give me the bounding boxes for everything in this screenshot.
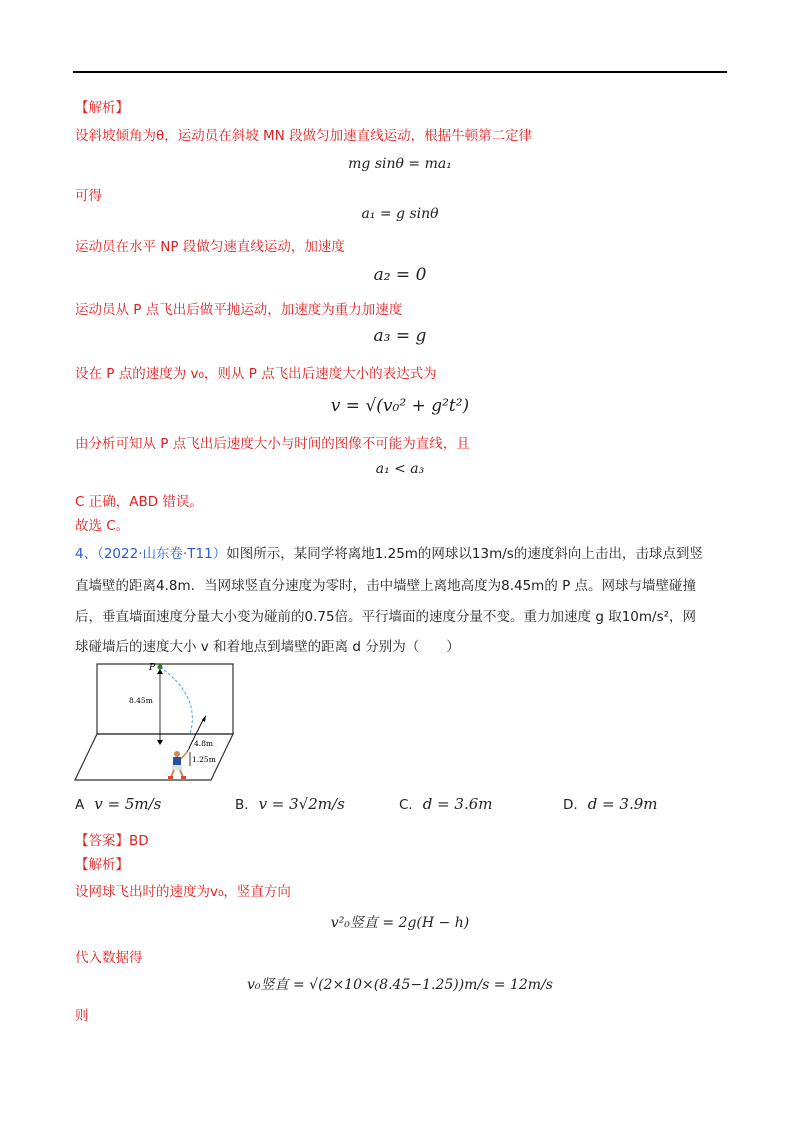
equation-vertical: v²₀竖直 = 2g(H − h) bbox=[330, 915, 470, 931]
equation-numeric: v₀竖直 = √(2×10×(8.45−1.25))m/s = 12m/s bbox=[247, 977, 553, 993]
tennis-wall-figure bbox=[73, 656, 248, 784]
question-line-3: 后，垂直墙面速度分量大小变为碰前的0.75倍。平行墙面的速度分量不变。重力加速度 g 取10m/s²，网 bbox=[75, 609, 697, 625]
question-line-2: 直墙壁的距离4.8m．当网球竖直分速度为零时，击中墙壁上离地高度为8.45m的 P 点。网球与墙壁碰撞 bbox=[75, 578, 697, 594]
analysis-text-line: 设斜坡倾角为θ，运动员在斜坡 MN 段做匀加速直线运动，根据牛顿第二定律 bbox=[75, 128, 533, 144]
choice-d[interactable]: D. d = 3.9m bbox=[563, 795, 658, 813]
analysis-text-line: 由分析可知从 P 点飞出后速度大小与时间的图像不可能为直线，且 bbox=[75, 436, 470, 452]
distance-label: 4.8m bbox=[194, 739, 214, 748]
ball-trajectory bbox=[160, 667, 192, 734]
equation-speed: v = √(v₀² + g²t²) bbox=[330, 396, 470, 416]
equation-a2: a₂ = 0 bbox=[373, 265, 427, 285]
equation-newton: mg sinθ = ma₁ bbox=[348, 156, 452, 172]
analysis-text-line: 代入数据得 bbox=[75, 950, 143, 966]
analysis-text-line: 可得 bbox=[75, 188, 102, 204]
question-line-4: 球碰墙后的速度大小 v 和着地点到墙壁的距离 d 分别为（ ） bbox=[75, 639, 460, 655]
point-p-label: P bbox=[149, 663, 156, 673]
wall-outline bbox=[97, 664, 233, 734]
question-source: （2022·山东卷·T11） bbox=[97, 546, 227, 562]
choice-c[interactable]: C. d = 3.6m bbox=[399, 795, 493, 813]
hit-height-label: 1.25m bbox=[192, 755, 216, 764]
question-line-1 bbox=[75, 542, 703, 562]
choice-a[interactable]: A v = 5m/s bbox=[75, 795, 162, 813]
point-p-marker bbox=[158, 665, 163, 670]
analysis-label-2: 【解析】 bbox=[75, 857, 129, 873]
header-rule bbox=[73, 71, 727, 73]
analysis-text-line: 则 bbox=[75, 1008, 89, 1024]
analysis-text-line: 设网球飞出时的速度为v₀，竖直方向 bbox=[75, 884, 291, 900]
choice-b[interactable]: B. v = 3√2m/s bbox=[235, 795, 345, 813]
answer-line: 【答案】BD bbox=[75, 833, 149, 849]
equation-a1: a₁ = g sinθ bbox=[361, 206, 439, 222]
conclusion-line: C 正确，ABD 错误。 bbox=[75, 494, 203, 510]
analysis-text-line: 运动员从 P 点飞出后做平抛运动，加速度为重力加速度 bbox=[75, 302, 403, 318]
analysis-text-line: 设在 P 点的速度为 v₀，则从 P 点飞出后速度大小的表达式为 bbox=[75, 366, 437, 382]
height-arrow-top bbox=[157, 669, 163, 674]
question-text-1: 如图所示，某同学将离地1.25m的网球以13m/s的速度斜向上击出，击球点到竖 bbox=[226, 546, 703, 562]
analysis-text-line: 运动员在水平 NP 段做匀速直线运动，加速度 bbox=[75, 239, 345, 255]
height-arrow-bottom bbox=[157, 740, 163, 745]
height-label: 8.45m bbox=[129, 696, 153, 705]
player-figure bbox=[168, 747, 190, 779]
choose-line: 故选 C。 bbox=[75, 518, 130, 534]
question-number: 4、 bbox=[75, 546, 98, 562]
analysis-label: 【解析】 bbox=[75, 100, 129, 116]
equation-a3: a₃ = g bbox=[373, 326, 427, 346]
equation-compare: a₁ < a₃ bbox=[375, 461, 425, 477]
